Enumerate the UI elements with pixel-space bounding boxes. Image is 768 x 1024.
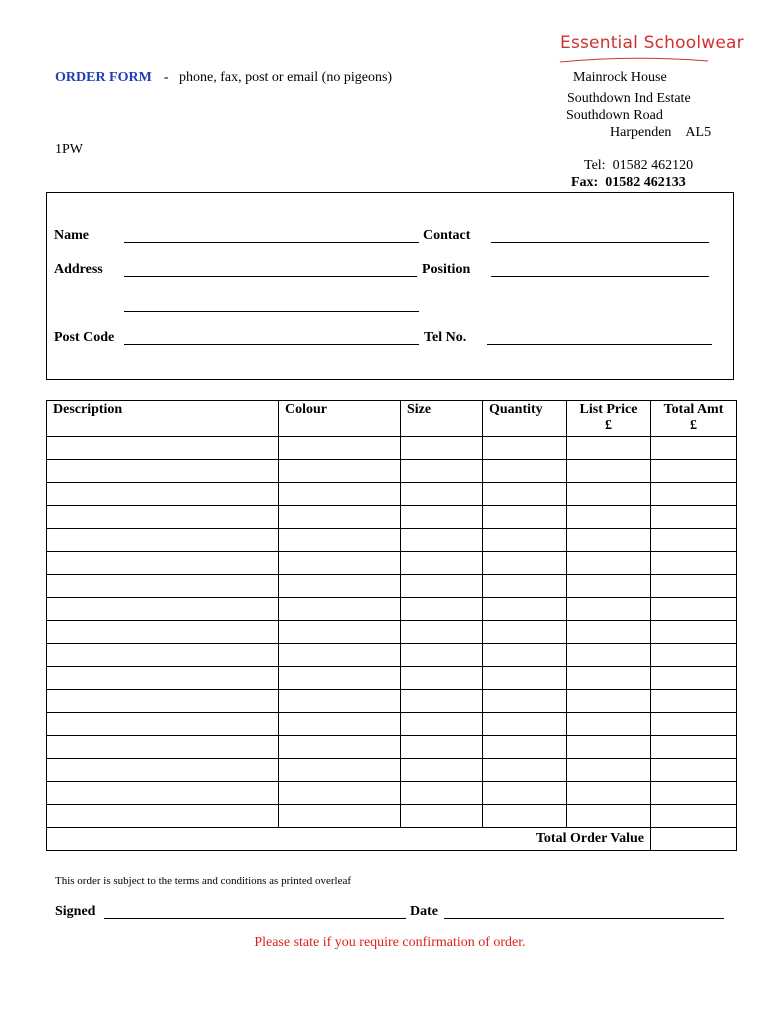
cell-colour[interactable]: [279, 575, 401, 598]
cell-list-price[interactable]: [567, 621, 651, 644]
address-line-1: Mainrock House: [573, 70, 667, 85]
date-label: Date: [410, 904, 438, 919]
cell-description[interactable]: [47, 483, 279, 506]
table-row: [47, 736, 737, 759]
address-town: [610, 125, 711, 141]
cell-quantity[interactable]: [483, 460, 567, 483]
cell-size[interactable]: [401, 782, 483, 805]
item-rows: [47, 437, 737, 828]
cell-quantity[interactable]: [483, 575, 567, 598]
cell-total-amt[interactable]: [651, 713, 737, 736]
form-title: ORDER FORM: [55, 70, 152, 85]
cell-total-amt[interactable]: [651, 598, 737, 621]
table-row: [47, 598, 737, 621]
cell-quantity[interactable]: [483, 805, 567, 828]
cell-list-price[interactable]: [567, 644, 651, 667]
name-label: Name: [54, 228, 89, 243]
position-label: Position: [422, 262, 471, 277]
cell-list-price[interactable]: [567, 483, 651, 506]
cell-colour[interactable]: [279, 759, 401, 782]
cell-quantity[interactable]: [483, 713, 567, 736]
postcode: AL5: [685, 125, 712, 140]
table-row: [47, 529, 737, 552]
fax-number: 01582 462133: [605, 175, 686, 190]
cell-list-price[interactable]: [567, 506, 651, 529]
cell-quantity[interactable]: [483, 598, 567, 621]
cell-size[interactable]: [401, 621, 483, 644]
brand-logo: Essential Schoolwear: [560, 33, 744, 53]
cell-total-amt[interactable]: [651, 736, 737, 759]
cell-size[interactable]: [401, 667, 483, 690]
cell-list-price[interactable]: [567, 690, 651, 713]
cell-list-price[interactable]: [567, 575, 651, 598]
column-header-quantity: Quantity: [483, 401, 567, 437]
cell-size[interactable]: [401, 690, 483, 713]
cell-total-amt[interactable]: [651, 437, 737, 460]
cell-list-price[interactable]: [567, 782, 651, 805]
cell-list-price[interactable]: [567, 598, 651, 621]
column-header-total-amt: Total Amt £: [651, 401, 737, 437]
logo-swash-graphic: [558, 55, 710, 65]
cell-total-amt[interactable]: [651, 506, 737, 529]
title-separator: -: [163, 70, 169, 85]
cell-description[interactable]: [47, 805, 279, 828]
address-line-3: Southdown Road: [566, 108, 663, 123]
column-header-description: Description: [47, 401, 279, 437]
total-order-value-cell[interactable]: [651, 828, 737, 851]
column-header-list-price: List Price £: [567, 401, 651, 437]
address-field-line-2[interactable]: [124, 311, 419, 312]
cell-colour[interactable]: [279, 782, 401, 805]
post-code-label: Post Code: [54, 330, 115, 345]
terms-notice: This order is subject to the terms and conditions as printed overleaf: [55, 875, 352, 887]
cell-description[interactable]: [47, 598, 279, 621]
cell-total-amt[interactable]: [651, 575, 737, 598]
cell-colour[interactable]: [279, 506, 401, 529]
cell-quantity[interactable]: [483, 529, 567, 552]
name-field[interactable]: [124, 242, 419, 243]
table-row: [47, 690, 737, 713]
table-row: [47, 575, 737, 598]
cell-size[interactable]: [401, 460, 483, 483]
tel-no-field[interactable]: [487, 344, 712, 345]
cell-description[interactable]: [47, 529, 279, 552]
town-name: Harpenden: [610, 125, 672, 140]
cell-colour[interactable]: [279, 460, 401, 483]
cell-description[interactable]: [47, 736, 279, 759]
table-row: [47, 437, 737, 460]
cell-colour[interactable]: [279, 644, 401, 667]
cell-quantity[interactable]: [483, 552, 567, 575]
tel-no-label: Tel No.: [424, 330, 467, 345]
contact-label: Contact: [423, 228, 471, 243]
cell-description[interactable]: [47, 667, 279, 690]
cell-colour[interactable]: [279, 805, 401, 828]
cell-colour[interactable]: [279, 667, 401, 690]
cell-colour[interactable]: [279, 598, 401, 621]
cell-description[interactable]: [47, 759, 279, 782]
cell-total-amt[interactable]: [651, 529, 737, 552]
cell-description[interactable]: [47, 506, 279, 529]
cell-total-amt[interactable]: [651, 805, 737, 828]
post-code-field[interactable]: [124, 344, 419, 345]
cell-description[interactable]: [47, 552, 279, 575]
cell-description[interactable]: [47, 575, 279, 598]
table-row: [47, 805, 737, 828]
confirmation-notice: Please state if you require confirmation of order.: [254, 935, 526, 950]
cell-total-amt[interactable]: [651, 759, 737, 782]
cell-description[interactable]: [47, 713, 279, 736]
column-header-size: Size: [401, 401, 483, 437]
address-line-2: Southdown Ind Estate: [567, 91, 691, 106]
cell-size[interactable]: [401, 529, 483, 552]
table-row: [47, 460, 737, 483]
cell-size[interactable]: [401, 713, 483, 736]
cell-description[interactable]: [47, 782, 279, 805]
signature-row: [55, 904, 95, 920]
cell-colour[interactable]: [279, 483, 401, 506]
total-order-value-label: Total Order Value: [47, 828, 651, 851]
fax-label: Fax:: [571, 175, 599, 190]
cell-total-amt[interactable]: [651, 690, 737, 713]
signed-field[interactable]: [104, 918, 406, 919]
cell-list-price[interactable]: [567, 713, 651, 736]
cell-total-amt[interactable]: [651, 483, 737, 506]
tel-number: 01582 462120: [612, 158, 694, 173]
cell-list-price[interactable]: [567, 460, 651, 483]
form-subtitle: phone, fax, post or email (no pigeons): [179, 70, 393, 85]
company-fax: [571, 175, 686, 191]
cell-list-price[interactable]: [567, 805, 651, 828]
cell-total-amt[interactable]: [651, 644, 737, 667]
cell-list-price[interactable]: [567, 529, 651, 552]
cell-quantity[interactable]: [483, 621, 567, 644]
position-field[interactable]: [491, 276, 709, 277]
form-reference: 1PW: [55, 142, 83, 157]
cell-description[interactable]: [47, 437, 279, 460]
order-items-table: [46, 400, 737, 851]
table-row: [47, 667, 737, 690]
table-header-row: [47, 401, 737, 437]
cell-list-price[interactable]: [567, 552, 651, 575]
cell-total-amt[interactable]: [651, 667, 737, 690]
cell-description[interactable]: [47, 690, 279, 713]
company-tel: [584, 158, 693, 174]
cell-description[interactable]: [47, 644, 279, 667]
tel-label: Tel:: [584, 158, 606, 173]
table-row: [47, 759, 737, 782]
table-row: [47, 506, 737, 529]
cell-total-amt[interactable]: [651, 621, 737, 644]
cell-colour[interactable]: [279, 736, 401, 759]
cell-size[interactable]: [401, 598, 483, 621]
cell-list-price[interactable]: [567, 759, 651, 782]
cell-quantity[interactable]: [483, 483, 567, 506]
cell-list-price[interactable]: [567, 736, 651, 759]
signed-label: Signed: [55, 904, 96, 919]
cell-description[interactable]: [47, 621, 279, 644]
cell-quantity[interactable]: [483, 506, 567, 529]
table-row: [47, 782, 737, 805]
form-title-line: [55, 70, 392, 86]
cell-size[interactable]: [401, 506, 483, 529]
total-row: [47, 828, 737, 851]
cell-description[interactable]: [47, 460, 279, 483]
cell-total-amt[interactable]: [651, 782, 737, 805]
cell-colour[interactable]: [279, 621, 401, 644]
cell-quantity[interactable]: [483, 782, 567, 805]
cell-total-amt[interactable]: [651, 460, 737, 483]
customer-details-box: [46, 192, 734, 380]
cell-quantity[interactable]: [483, 437, 567, 460]
address-field-line-1[interactable]: [124, 276, 417, 277]
cell-size[interactable]: [401, 437, 483, 460]
cell-size[interactable]: [401, 759, 483, 782]
cell-colour[interactable]: [279, 690, 401, 713]
cell-quantity[interactable]: [483, 644, 567, 667]
table-row: [47, 621, 737, 644]
cell-quantity[interactable]: [483, 667, 567, 690]
cell-size[interactable]: [401, 552, 483, 575]
cell-colour[interactable]: [279, 437, 401, 460]
table-row: [47, 713, 737, 736]
cell-size[interactable]: [401, 483, 483, 506]
cell-quantity[interactable]: [483, 759, 567, 782]
cell-size[interactable]: [401, 644, 483, 667]
cell-colour[interactable]: [279, 529, 401, 552]
cell-size[interactable]: [401, 736, 483, 759]
cell-size[interactable]: [401, 575, 483, 598]
cell-quantity[interactable]: [483, 690, 567, 713]
cell-colour[interactable]: [279, 552, 401, 575]
cell-size[interactable]: [401, 805, 483, 828]
table-row: [47, 644, 737, 667]
cell-list-price[interactable]: [567, 437, 651, 460]
cell-list-price[interactable]: [567, 667, 651, 690]
cell-colour[interactable]: [279, 713, 401, 736]
cell-quantity[interactable]: [483, 736, 567, 759]
contact-field[interactable]: [491, 242, 709, 243]
cell-total-amt[interactable]: [651, 552, 737, 575]
table-row: [47, 483, 737, 506]
table-row: [47, 552, 737, 575]
column-header-colour: Colour: [279, 401, 401, 437]
date-field[interactable]: [444, 918, 724, 919]
address-label: Address: [54, 262, 103, 277]
